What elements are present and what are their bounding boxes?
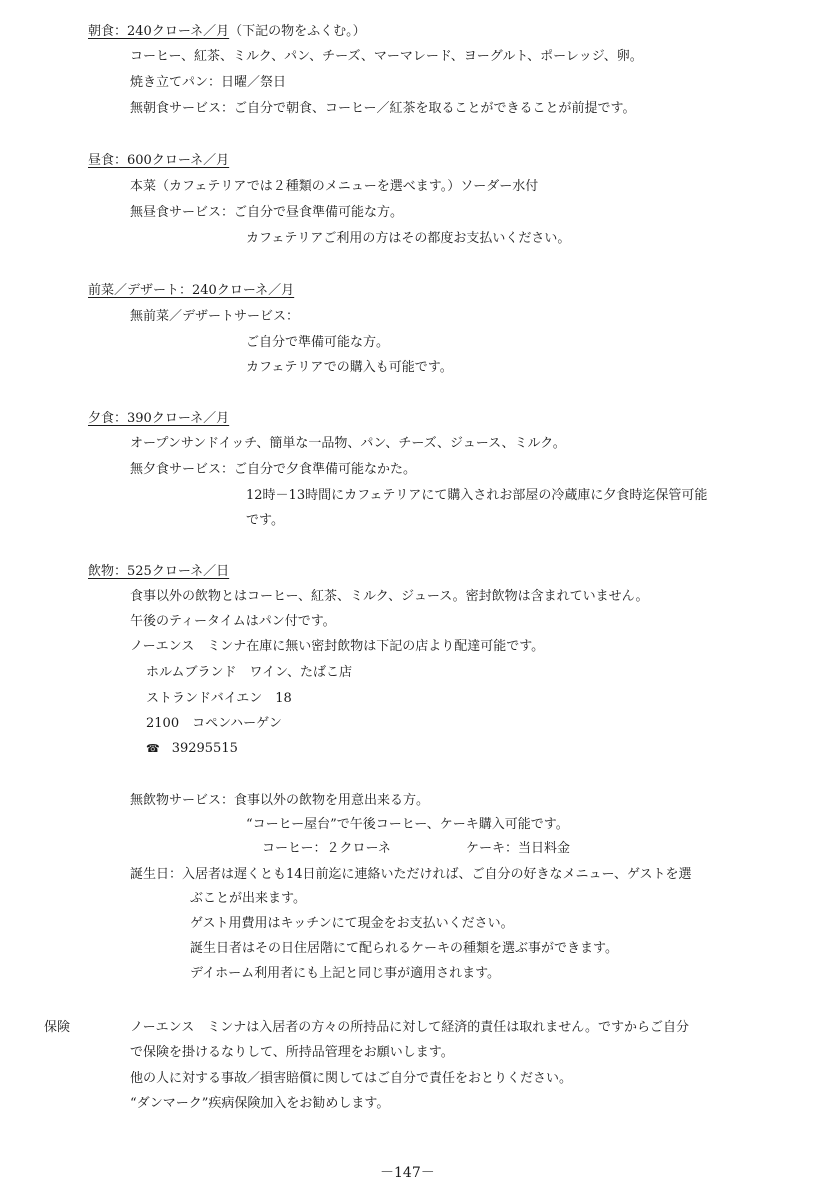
breakfast-items: コーヒー、紅茶、ミルク、パン、チーズ、マーマレード、ヨーグルト、ポーレッジ、卵。 [130,49,643,64]
coffee-price: コーヒー：２クローネ [262,841,391,856]
lunch-no-service: 無昼食サービス：ご自分で昼食準備可能な方。 [130,205,404,220]
drinks-line1: 食事以外の飲物とはコーヒー、紅茶、ミルク、ジュース。密封飲物は含まれていません。 [130,589,649,604]
birthday-line4: 誕生日者はその日住居階にて配られるケーキの種類を選ぶ事ができます。 [190,941,618,956]
lunch-main: 本菜（カフェテリアでは２種類のメニューを選べます。）ソーダー水付 [130,179,539,194]
insurance-line3: 他の人に対する事故／損害賠償に関してはご自分で責任をおとりください。 [130,1071,573,1086]
cake-price: ケーキ：当日料金 [466,841,571,856]
dinner-heading: 夕食：390クローネ／月 [88,411,230,426]
drinks-line2: 午後のティータイムはパン付です。 [130,614,336,629]
lunch-heading: 昼食：600クローネ／月 [88,153,230,168]
breakfast-no-service: 無朝食サービス：ご自分で朝食、コーヒー／紅茶を取ることができることが前提です。 [130,101,636,116]
shop-city: 2100 コペンハーゲン [146,716,282,731]
dessert-line1: ご自分で準備可能な方。 [246,335,390,350]
birthday-line5: デイホーム利用者にも上記と同じ事が適用されます。 [190,966,501,981]
drinks-heading: 飲物：525クローネ／日 [88,564,230,579]
page-number: －147－ [380,1165,435,1181]
shop-phone: 39295515 [171,741,238,756]
insurance-line1: ノーエンス ミンナは入居者の方々の所持品に対して経済的責任は取れません。ですからご自分 [130,1020,690,1035]
insurance-line2: で保険を掛けるなりして、所持品管理をお願いします。 [130,1045,454,1060]
dinner-no-service: 無夕食サービス：ご自分で夕食準備可能なかた。 [130,462,417,477]
dinner-items: オープンサンドイッチ、簡単な一品物、パン、チーズ、ジュース、ミルク。 [130,436,566,451]
coffee-stand: “コーヒー屋台”で午後コーヒー、ケーキ購入可能です。 [246,817,569,832]
dessert-heading: 前菜／デザート：240クローネ／月 [88,283,295,298]
lunch-no-service-2: カフェテリアご利用の方はその都度お支払いください。 [246,231,571,246]
shop-name: ホルムブランド ワイン、たばこ店 [146,665,353,680]
insurance-line4: “ダンマーク”疾病保険加入をお勧めします。 [130,1096,390,1111]
insurance-label: 保険 [44,1020,71,1035]
dinner-line1: 12時－13時間にカフェテリアにて購入されお部屋の冷蔵庫に夕食時迄保管可能 [246,488,708,503]
shop-phone-row [146,740,238,758]
breakfast-bread: 焼き立てパン：日曜／祭日 [130,75,287,90]
drinks-line3: ノーエンス ミンナ在庫に無い密封飲物は下記の店より配達可能です。 [130,639,545,654]
dessert-line2: カフェテリアでの購入も可能です。 [246,360,453,375]
breakfast-heading-note: （下記の物をふくむ。） [229,24,366,39]
birthday-line2: ぶことが出来ます。 [190,891,306,906]
birthday-line1: 誕生日：入居者は遅くとも14日前迄に連絡いただければ、ご自分の好きなメニュー、ゲストを選 [130,867,692,882]
dessert-no-service: 無前菜／デザートサービス： [130,309,300,324]
drinks-no-service: 無飲物サービス：食事以外の飲物を用意出来る方。 [130,793,430,808]
phone-icon: ☎ [146,742,160,755]
breakfast-heading: 朝食：240クローネ／月 [88,24,230,39]
shop-street: ストランドバイエン 18 [146,691,292,706]
birthday-line3: ゲスト用費用はキッチンにて現金をお支払いください。 [190,916,514,931]
dinner-line2: です。 [246,513,284,528]
